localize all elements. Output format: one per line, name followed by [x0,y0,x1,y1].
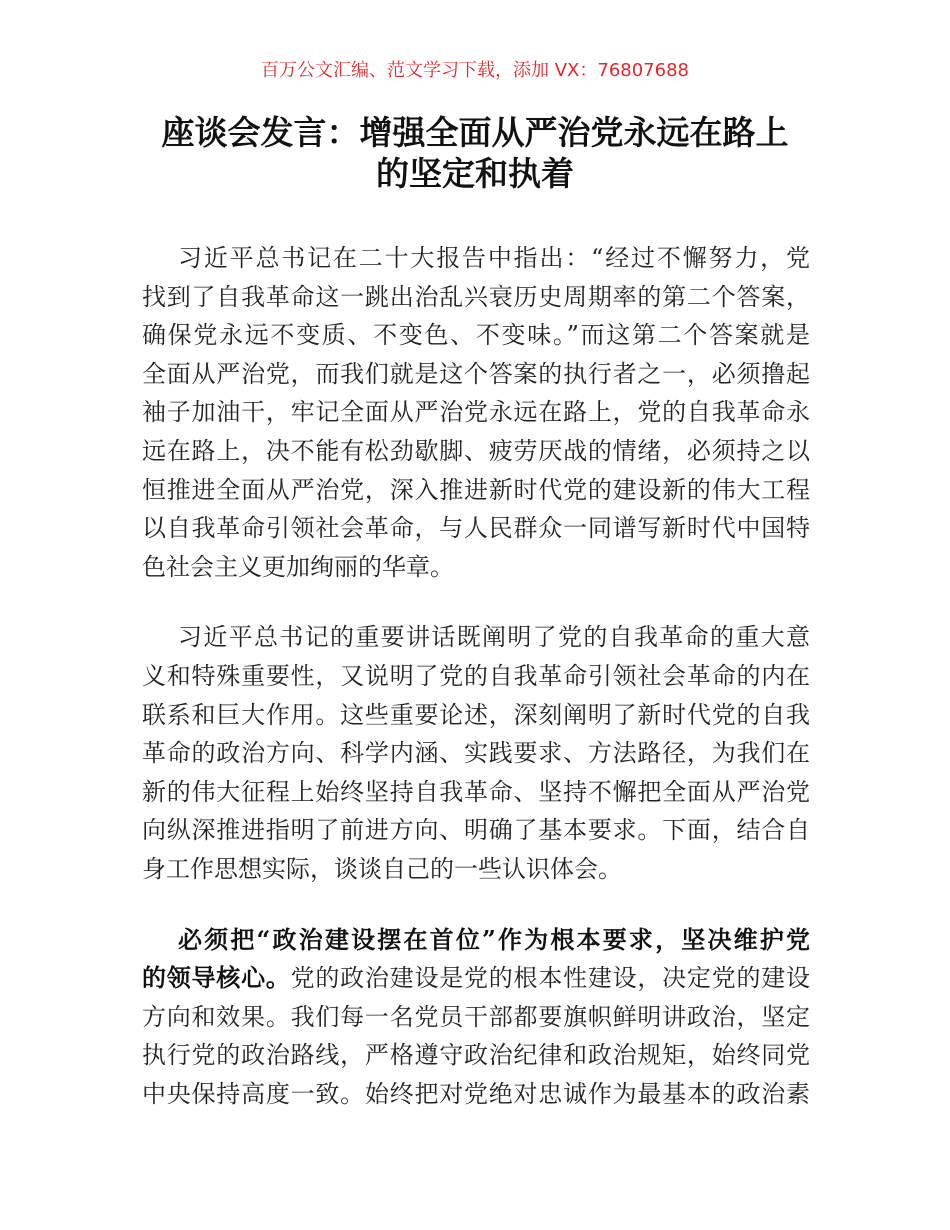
text-line: 确保党永远不变质、不变色、不变味。”而这第二个答案就是 [142,321,810,350]
section-heading: 必须把“政治建设摆在首位”作为根本要求，坚决维护党 [178,924,810,954]
text-line: 义和特殊重要性，又说明了党的自我革命引领社会革命的内在 [142,661,810,690]
paragraph-3 [142,921,810,1114]
text-line: 中央保持高度一致。始终把对党绝对忠诚作为最基本的政治素 [142,1079,810,1108]
watermark-header: 百万公文汇编、范文学习下载，添加 VX：76807688 [261,60,689,81]
text-line: 恒推进全面从严治党，深入推进新时代党的建设新的伟大工程 [142,475,810,504]
title-line: 座谈会发言：增强全面从严治党永远在路上 [161,113,789,152]
text-line: 习近平总书记的重要讲话既阐明了党的自我革命的重大意 [178,623,810,652]
document-title [100,112,850,194]
text-line: 革命的政治方向、科学内涵、实践要求、方法路径，为我们在 [142,739,810,768]
text-line: 身工作思想实际，谈谈自己的一些认识体会。 [142,854,622,883]
text-line: 色社会主义更加绚丽的华章。 [142,552,454,581]
document-body [142,239,810,1145]
text-line: 以自我革命引领社会革命，与人民群众一同谱写新时代中国特 [142,514,810,543]
text-line: 习近平总书记在二十大报告中指出：“经过不懈努力，党 [178,244,810,272]
text-line: 新的伟大征程上始终坚持自我革命、坚持不懈把全面从严治党 [142,777,810,806]
text-line: 远在路上，决不能有松劲歇脚、疲劳厌战的情绪，必须持之以 [142,436,810,465]
text-line: 执行党的政治路线，严格遵守政治纪律和政治规矩，始终同党 [142,1041,810,1070]
section-heading-cont: 的领导核心。 [142,963,291,993]
text-span: 党的政治建设是党的根本性建设，决定党的建设 [290,964,811,993]
text-line: 找到了自我革命这一跳出治乱兴衰历史周期率的第二个答案， [142,282,810,311]
text-line: 袖子加油干，牢记全面从严治党永远在路上，党的自我革命永 [142,398,810,427]
paragraph-1 [142,239,810,586]
paragraph-2 [142,618,810,888]
text-line: 全面从严治党，而我们就是这个答案的执行者之一，必须撸起 [142,359,810,388]
text-line [142,959,810,998]
text-line: 方向和效果。我们每一名党员干部都要旗帜鲜明讲政治，坚定 [142,1002,810,1031]
text-line: 联系和巨大作用。这些重要论述，深刻阐明了新时代党的自我 [142,700,810,729]
text-line: 向纵深推进指明了前进方向、明确了基本要求。下面，结合自 [142,816,810,845]
title-line: 的坚定和执着 [376,154,574,193]
